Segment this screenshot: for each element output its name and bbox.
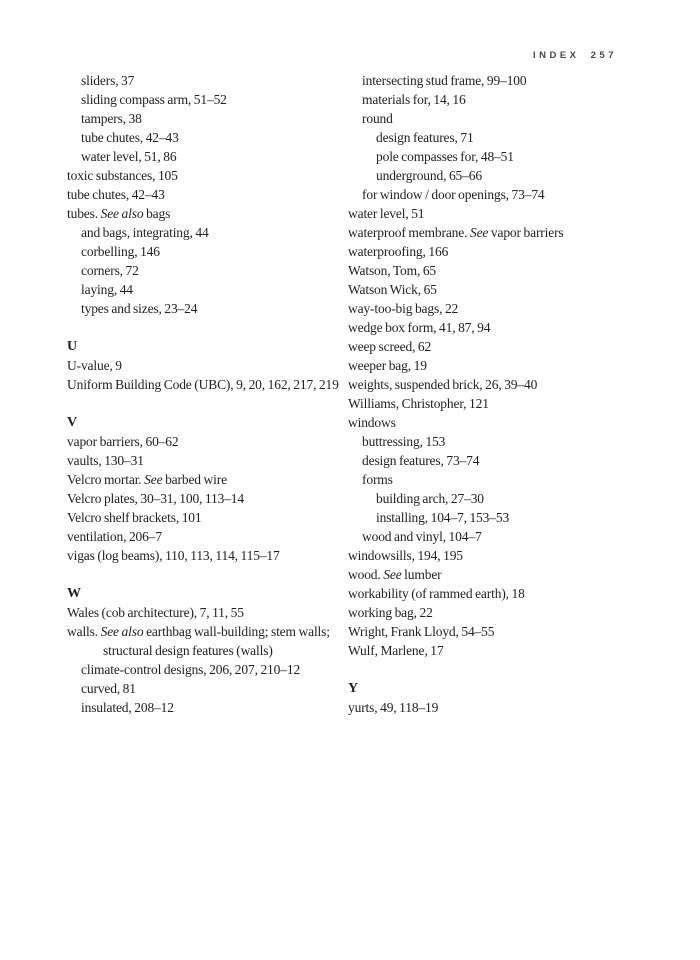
index-entry: tube chutes, 42–43 [81, 130, 179, 145]
index-entry: weeper bag, 19 [348, 358, 427, 373]
index-entry: Wulf, Marlene, 17 [348, 643, 444, 658]
blank-line [67, 318, 348, 337]
index-entry: underground, 65–66 [376, 168, 482, 183]
index-entry: wedge box form, 41, 87, 94 [348, 320, 491, 335]
running-header: INDEX 257 [532, 50, 617, 61]
index-entry: structural design features (walls) [103, 643, 273, 658]
index-entry: walls. See also earthbag wall-building; stem walls; [67, 624, 330, 639]
index-entry: tube chutes, 42–43 [67, 187, 165, 202]
index-entry: installing, 104–7, 153–53 [376, 510, 510, 525]
index-column-left [67, 71, 348, 717]
index-column-right [348, 71, 633, 717]
index-entry: toxic substances, 105 [67, 168, 178, 183]
index-entry: Watson Wick, 65 [348, 282, 437, 297]
section-letter: U [67, 339, 77, 354]
index-entry: water level, 51 [348, 206, 425, 221]
index-entry: ventilation, 206–7 [67, 529, 162, 544]
index-entry: yurts, 49, 118–19 [348, 700, 439, 715]
index-entry: pole compasses for, 48–51 [376, 149, 514, 164]
index-entry: Velcro shelf brackets, 101 [67, 510, 202, 525]
section-letter: Y [348, 681, 358, 696]
index-entry: intersecting stud frame, 99–100 [362, 73, 527, 88]
index-entry: corners, 72 [81, 263, 139, 278]
index-entry: climate-control designs, 206, 207, 210–12 [81, 662, 301, 677]
index-entry: curved, 81 [81, 681, 136, 696]
index-entry: Velcro mortar. See barbed wire [67, 472, 227, 487]
index-entry: windows [348, 415, 396, 430]
index-entry: laying, 44 [81, 282, 133, 297]
index-entry: weights, suspended brick, 26, 39–40 [348, 377, 538, 392]
index-entry: wood and vinyl, 104–7 [362, 529, 482, 544]
section-letter: V [67, 415, 77, 430]
blank-line [348, 660, 633, 679]
index-entry: windowsills, 194, 195 [348, 548, 463, 563]
index-entry: Watson, Tom, 65 [348, 263, 437, 278]
index-entry: sliding compass arm, 51–52 [81, 92, 227, 107]
index-entry: tubes. See also bags [67, 206, 171, 221]
index-entry: materials for, 14, 16 [362, 92, 466, 107]
index-entry: corbelling, 146 [81, 244, 160, 259]
index-entry: and bags, integrating, 44 [81, 225, 209, 240]
index-entry: way-too-big bags, 22 [348, 301, 459, 316]
index-entry: Wales (cob architecture), 7, 11, 55 [67, 605, 244, 620]
section-letter: W [67, 586, 81, 601]
index-entry: Uniform Building Code (UBC), 9, 20, 162, 217, 219 [67, 377, 339, 392]
index-entry: buttressing, 153 [362, 434, 446, 449]
index-entry: sliders, 37 [81, 73, 135, 88]
index-entry: round [362, 111, 393, 126]
index-entry: Williams, Christopher, 121 [348, 396, 489, 411]
index-entry: waterproofing, 166 [348, 244, 449, 259]
index-entry: vaults, 130–31 [67, 453, 144, 468]
index-entry: Wright, Frank Lloyd, 54–55 [348, 624, 495, 639]
index-entry: forms [362, 472, 393, 487]
index-entry: waterproof membrane. See vapor barriers [348, 225, 564, 240]
index-entry: wood. See lumber [348, 567, 442, 582]
index-entry: Velcro plates, 30–31, 100, 113–14 [67, 491, 244, 506]
index-entry: design features, 73–74 [362, 453, 480, 468]
index-entry: design features, 71 [376, 130, 474, 145]
index-entry: workability (of rammed earth), 18 [348, 586, 525, 601]
index-entry: tampers, 38 [81, 111, 142, 126]
index-entry: U-value, 9 [67, 358, 122, 373]
blank-line [67, 394, 348, 413]
index-entry: vapor barriers, 60–62 [67, 434, 179, 449]
index-entry: building arch, 27–30 [376, 491, 484, 506]
index-entry: working bag, 22 [348, 605, 433, 620]
blank-line [67, 565, 348, 584]
index-entry: insulated, 208–12 [81, 700, 174, 715]
index-entry: for window / door openings, 73–74 [362, 187, 545, 202]
index-entry: water level, 51, 86 [81, 149, 177, 164]
index-entry: vigas (log beams), 110, 113, 114, 115–17 [67, 548, 280, 563]
index-entry: types and sizes, 23–24 [81, 301, 198, 316]
index-entry: weep screed, 62 [348, 339, 432, 354]
